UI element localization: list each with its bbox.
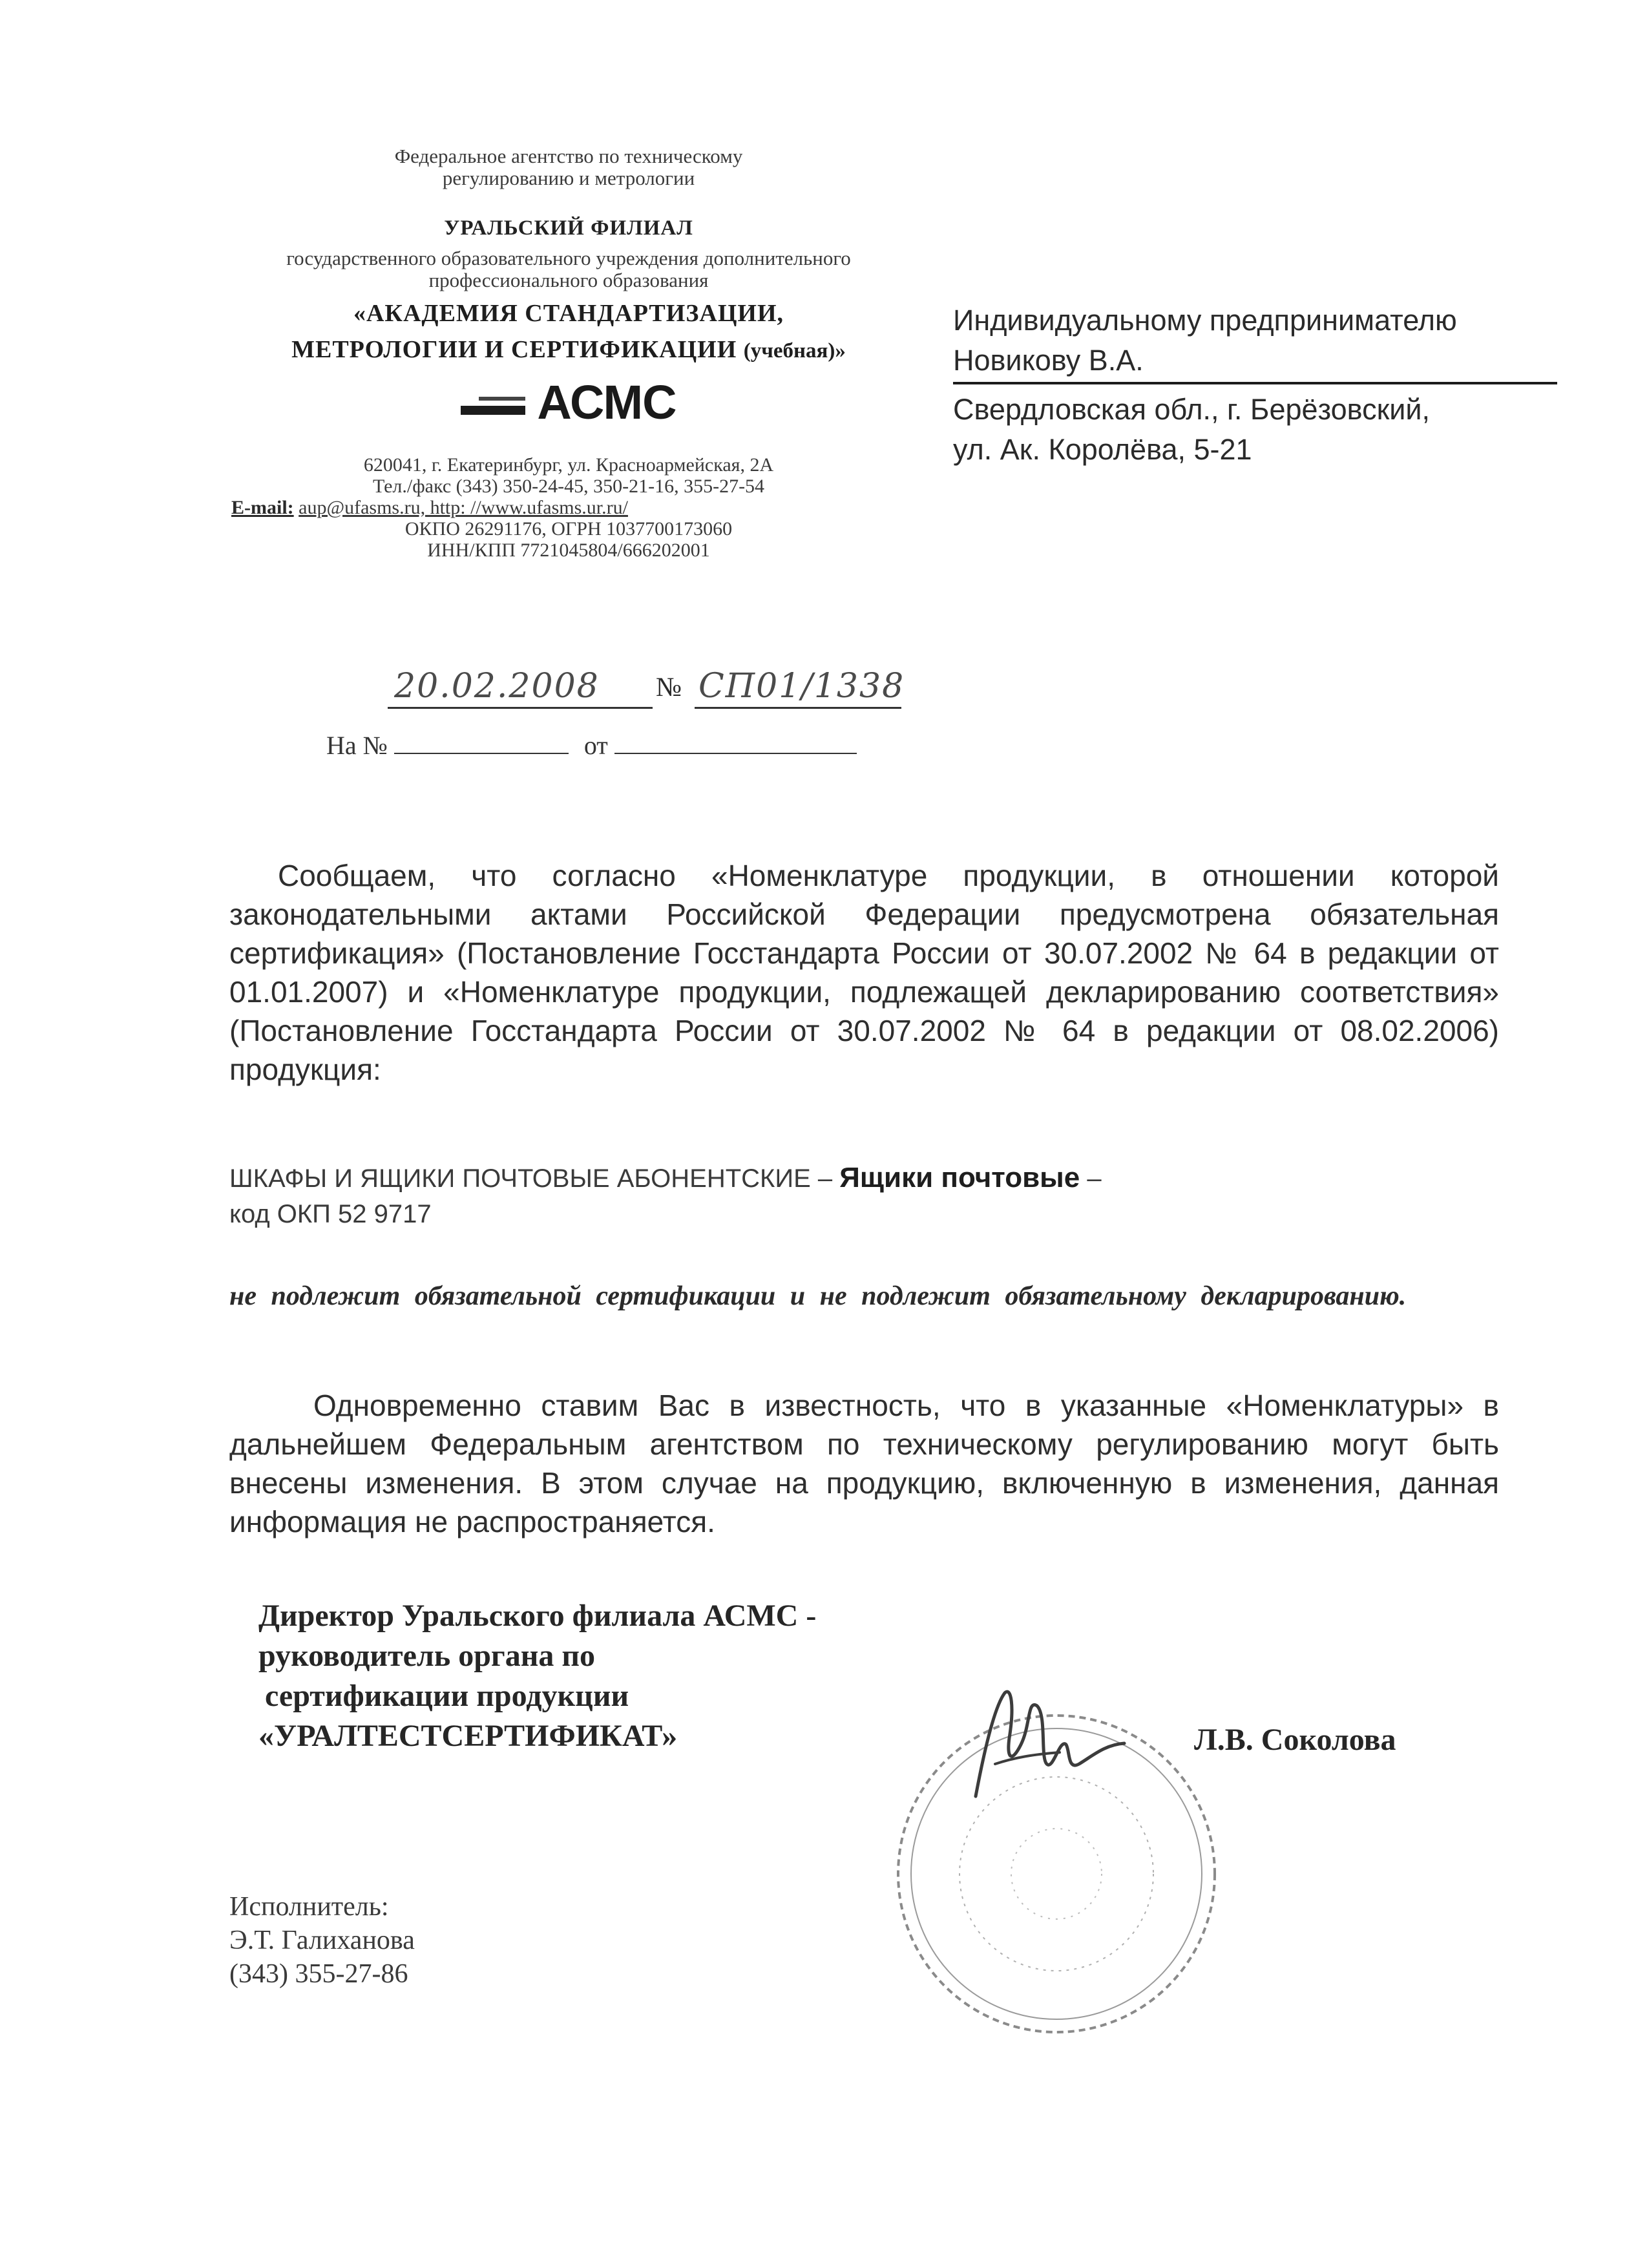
handwritten-signature-icon bbox=[950, 1667, 1144, 1822]
logo-bar-icon bbox=[461, 406, 525, 415]
reply-date-blank bbox=[614, 733, 857, 754]
outgoing-date-value: 20.02.2008 bbox=[394, 667, 600, 706]
outgoing-number-value: СП01/1338 bbox=[698, 667, 905, 706]
institution-line-1: государственного образовательного учреждения дополнительного bbox=[286, 247, 851, 269]
outgoing-date bbox=[388, 667, 653, 709]
signer-name: Л.В. Соколова bbox=[1194, 1723, 1396, 1757]
agency-line-2: регулированию и метрологии bbox=[442, 167, 695, 189]
recipient-line-3: Свердловская обл., г. Берёзовский, bbox=[953, 393, 1431, 426]
reply-reference bbox=[326, 730, 857, 761]
inn-kpp: ИНН/КПП 7721045804/666202001 bbox=[427, 540, 710, 561]
academy-line-1: «АКАДЕМИЯ СТАНДАРТИЗАЦИИ, bbox=[353, 300, 784, 327]
recipient-line-4: ул. Ак. Королёва, 5-21 bbox=[953, 433, 1252, 466]
director-line-3: сертификации продукции bbox=[265, 1679, 629, 1713]
recipient-divider bbox=[953, 382, 1557, 384]
paragraph-2 bbox=[229, 1386, 1499, 1541]
product-suffix: – bbox=[1087, 1164, 1102, 1193]
logo-text: АСМС bbox=[537, 375, 677, 429]
academy-line-2 bbox=[194, 335, 943, 365]
paragraph-2-text: Одновременно ставим Вас в известность, что в указанные «Номенклатуры» в дальнейшем Федеральным агентством по техническому регулированию могут быть внесены изменения. В этом случае на продукцию, включенную в изменения, данная информация не распространяется. bbox=[229, 1389, 1499, 1538]
executor-block bbox=[229, 1890, 682, 1991]
director-line-2: руководитель органа по bbox=[258, 1639, 596, 1673]
director-line-1: Директор Уральского филиала АСМС - bbox=[258, 1599, 817, 1633]
recipient-block bbox=[953, 300, 1567, 470]
reply-from-label: от bbox=[583, 731, 608, 760]
institution-line-2: профессионального образования bbox=[428, 269, 709, 291]
letterhead bbox=[194, 145, 943, 431]
branch-title: УРАЛЬСКИЙ ФИЛИАЛ bbox=[444, 216, 693, 240]
paragraph-1 bbox=[229, 856, 1499, 1089]
product-code: код ОКП 52 9717 bbox=[229, 1200, 432, 1228]
executor-phone: (343) 355-27-86 bbox=[229, 1959, 408, 1989]
executor-name: Э.Т. Галиханова bbox=[229, 1926, 415, 1955]
director-line-4: «УРАЛТЕСТСЕРТИФИКАТ» bbox=[258, 1719, 678, 1753]
product-line bbox=[229, 1160, 1457, 1197]
reply-number-label: На № bbox=[326, 731, 388, 760]
paragraph-1-text: Сообщаем, что согласно «Номенклатуре продукции, в отношении которой законодательными актами Российской Федерации предусмотрена обязательная сертификация» (Постановление Госстандарта России от 30.07.2002 № 64 в редакции от 01.01.2007) и «Номенклатуре продукции, подлежащей декларированию соответствия» (Постановление Госстандарта России от 30.07.2002 № 64 в редакции от 08.02.2006) продукция: bbox=[229, 859, 1499, 1086]
academy-line-2-suffix: (учебная)» bbox=[743, 339, 846, 362]
product-name: Ящики почтовые bbox=[839, 1162, 1080, 1193]
outgoing-number-label: № bbox=[656, 673, 682, 702]
recipient-line-2: Новикову В.А. bbox=[953, 344, 1144, 377]
email-row bbox=[194, 497, 943, 518]
recipient-line-1: Индивидуальному предпринимателю bbox=[953, 304, 1457, 337]
product-block bbox=[229, 1160, 1457, 1232]
email-link[interactable]: aup@ufasms.ru, http: //www.ufasms.ur.ru/ bbox=[299, 497, 628, 518]
executor-label: Исполнитель: bbox=[229, 1892, 389, 1922]
academy-line-2-main: МЕТРОЛОГИИ И СЕРТИФИКАЦИИ bbox=[291, 336, 737, 363]
outgoing-number bbox=[695, 667, 905, 709]
okpo-ogrn: ОКПО 26291176, ОГРН 1037700173060 bbox=[404, 518, 733, 540]
product-prefix: ШКАФЫ И ЯЩИКИ ПОЧТОВЫЕ АБОНЕНТСКИЕ – bbox=[229, 1164, 833, 1193]
agency-line-1: Федеральное агентство по техническому bbox=[394, 145, 743, 167]
email-label: E-mail: bbox=[231, 497, 294, 518]
contacts-block bbox=[194, 454, 943, 561]
address: 620041, г. Екатеринбург, ул. Красноармейская, 2А bbox=[363, 454, 774, 476]
asms-logo bbox=[194, 373, 943, 431]
reply-number-blank bbox=[394, 733, 569, 754]
phone-fax: Тел./факс (343) 350-24-45, 350-21-16, 355-27-54 bbox=[372, 476, 765, 497]
not-subject-statement: не подлежит обязательной сертификации и не подлежит обязательному декларированию. bbox=[229, 1281, 1407, 1311]
